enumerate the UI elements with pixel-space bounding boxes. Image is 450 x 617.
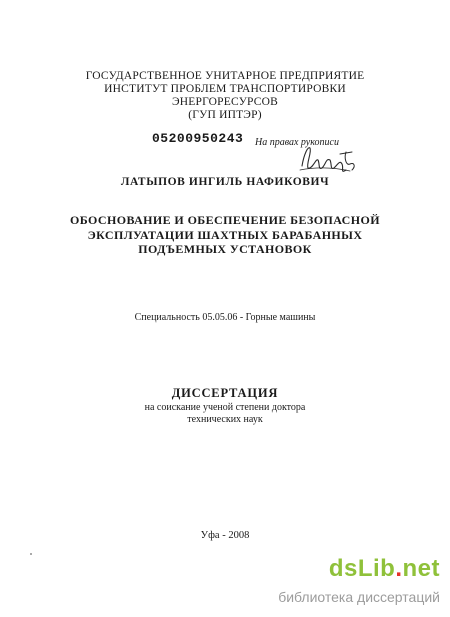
degree-description bbox=[0, 402, 450, 426]
scan-speck bbox=[30, 553, 32, 555]
dslib-watermark-logo bbox=[255, 549, 440, 607]
title-line-3: ПОДЪЕМНЫХ УСТАНОВОК bbox=[138, 242, 312, 256]
title-line-2: ЭКСПЛУАТАЦИИ ШАХТНЫХ БАРАБАННЫХ bbox=[87, 227, 363, 242]
title-line-1: ОБОСНОВАНИЕ И ОБЕСПЕЧЕНИЕ БЕЗОПАСНОЙ bbox=[70, 213, 380, 227]
place-and-year: Уфа - 2008 bbox=[200, 530, 250, 541]
author-name: ЛАТЫПОВ ИНГИЛЬ НАФИКОВИЧ bbox=[120, 176, 330, 188]
degree-line-1: на соискание ученой степени доктора bbox=[144, 402, 306, 413]
organization-line-1: ГОСУДАРСТВЕННОЕ УНИТАРНОЕ ПРЕДПРИЯТИЕ bbox=[85, 70, 365, 82]
organization-line-2: ИНСТИТУТ ПРОБЛЕМ ТРАНСПОРТИРОВКИ bbox=[104, 83, 346, 95]
watermark-brand-dot: . bbox=[395, 555, 403, 582]
document-type: ДИССЕРТАЦИЯ bbox=[171, 386, 279, 400]
rights-note: На правах рукописи bbox=[255, 137, 339, 148]
organization-line-4: (ГУП ИПТЭР) bbox=[188, 109, 262, 121]
watermark-brand-tld: net bbox=[402, 555, 440, 582]
watermark-brand-main: dsLib bbox=[328, 555, 396, 582]
organization-header bbox=[0, 70, 450, 122]
dissertation-title bbox=[0, 213, 450, 257]
watermark-tagline: библиотека диссертаций bbox=[278, 589, 440, 605]
specialty: Специальность 05.05.06 - Горные машины bbox=[134, 312, 316, 323]
organization-line-3: ЭНЕРГОРЕСУРСОВ bbox=[171, 96, 279, 108]
registration-number: 05200950243 bbox=[152, 131, 244, 146]
watermark-brand bbox=[329, 555, 440, 583]
degree-line-2: технических наук bbox=[187, 414, 263, 425]
